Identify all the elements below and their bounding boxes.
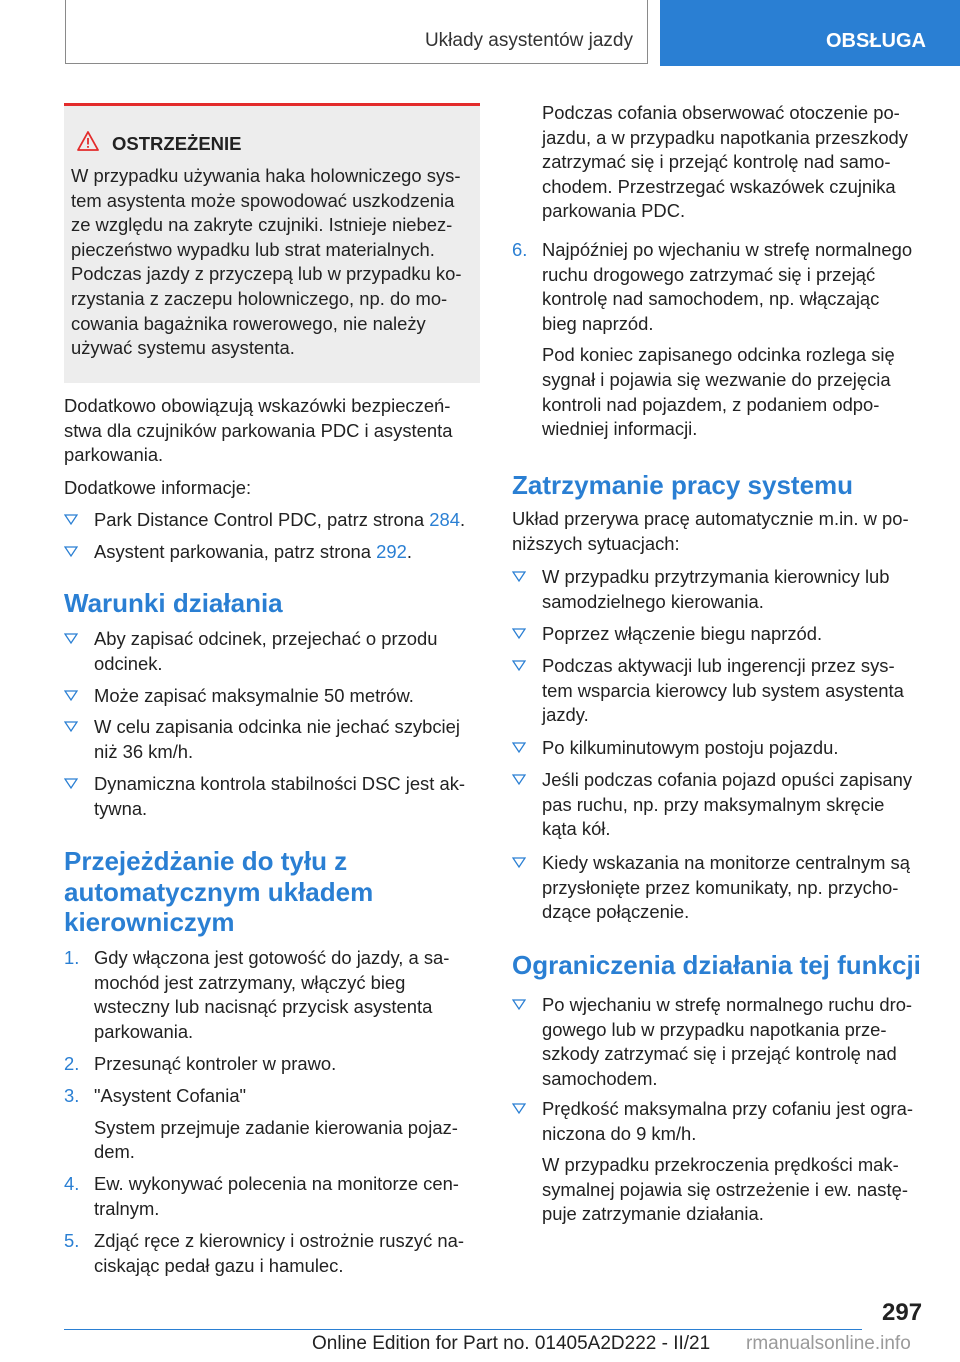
warning-triangle-icon — [77, 131, 99, 151]
item-line: szkody zatrzymać się i przejąć kontrolę nad — [542, 1043, 897, 1065]
item-line: Dynamiczna kontrola stabilności DSC jest ak‐ — [94, 773, 466, 794]
heading-line: Przejeżdżanie do tyłu z — [64, 846, 348, 876]
item-line: Po kilkuminutowym postoju pojazdu. — [542, 737, 839, 758]
triangle-bullet-icon — [64, 719, 78, 733]
item-line: Poprzez włączenie biegu naprzód. — [542, 623, 823, 644]
triangle-bullet-icon — [512, 740, 526, 754]
step-line: Gdy włączona jest gotowość do jazdy, a sa‐ — [94, 947, 450, 968]
item-line: samochodem. — [542, 1067, 658, 1089]
text-line: Układ przerywa pracę automatycznie m.in. w po‐ — [512, 508, 909, 529]
triangle-bullet-icon — [64, 512, 78, 526]
heading-reverse — [64, 846, 373, 938]
item-line: Kiedy wskazania na monitorze centralnym są — [542, 852, 910, 873]
item-line: Aby zapisać odcinek, przejechać o przodu — [94, 628, 438, 649]
ref-tail: . — [459, 509, 466, 530]
step-line: bieg naprzód. — [542, 312, 654, 334]
step-sub-line: dem. — [94, 1141, 135, 1163]
item-line: Może zapisać maksymalnie 50 metrów. — [94, 685, 414, 706]
triangle-bullet-icon — [512, 569, 526, 583]
step-sub-line: kontroli nad pojazdem, z podaniem odpo‐ — [542, 393, 880, 415]
step-number: 3. — [64, 1085, 80, 1106]
item-line: gowego lub w przypadku napotkania prze‐ — [542, 1018, 887, 1040]
reverse-continued — [542, 101, 932, 224]
text-line: chodem. Przestrzegać wskazówek czujnika — [542, 175, 896, 197]
text-line: parkowania PDC. — [542, 200, 686, 222]
warning-line: ze względu na zakryte czujniki. Istnieje niebez‐ — [71, 214, 453, 236]
triangle-bullet-icon — [512, 658, 526, 672]
warning-title: OSTRZEŻENIE — [112, 133, 242, 154]
step-sub-line: wiedniej informacji. — [542, 418, 698, 440]
footer-watermark: rmanualsonline.info — [746, 1333, 911, 1354]
warning-line: cowania bagażnika rowerowego, nie należy — [71, 312, 426, 334]
item-line: przysłonięte przez komunikaty, np. przycho‐ — [542, 876, 899, 898]
warning-line: pieczeństwo wypadku lub strat materialnych. — [71, 238, 435, 260]
step-sub-line: System przejmuje zadanie kierowania pojaz‐ — [94, 1116, 458, 1138]
triangle-bullet-icon — [64, 688, 78, 702]
intro-line: parkowania. — [64, 444, 164, 466]
triangle-bullet-icon — [512, 1101, 526, 1115]
step-line: Ew. wykonywać polecenia na monitorze cen‐ — [94, 1173, 459, 1194]
item-line: niż 36 km/h. — [94, 740, 194, 762]
step-line: Przesunąć kontroler w prawo. — [94, 1053, 337, 1074]
step-line: tralnym. — [94, 1197, 160, 1219]
footer-divider — [64, 1329, 862, 1330]
item-line: Jeśli podczas cofania pojazd opuści zapisany — [542, 769, 913, 790]
step-number: 1. — [64, 947, 80, 968]
item-line: tywna. — [94, 797, 148, 819]
step-number: 5. — [64, 1230, 80, 1251]
footer-edition: Online Edition for Part no. 01405A2D222 - II/21 — [312, 1333, 711, 1354]
warning-line: tem asystenta może spowodować uszkodzenia — [71, 189, 455, 211]
item-line: niczona do 9 km/h. — [542, 1122, 697, 1144]
text-line: zatrzymać się i przejąć kontrolę nad samo‐ — [542, 151, 891, 173]
chapter-tab[interactable] — [660, 0, 960, 66]
item-line: W celu zapisania odcinka nie jechać szybciej — [94, 716, 460, 737]
more-info-label: Dodatkowe informacje: — [64, 477, 252, 498]
item-line: dzące połączenie. — [542, 901, 690, 923]
item-line: odcinek. — [94, 652, 163, 674]
ref-tail: . — [406, 541, 412, 562]
step-sub-line: Pod koniec zapisanego odcinka rozlega się — [542, 344, 895, 366]
page-number: 297 — [882, 1299, 923, 1326]
page-link-292[interactable]: 292 — [376, 541, 407, 562]
item-line: jazdy. — [542, 704, 589, 726]
warning-line: Podczas jazdy z przyczepą lub w przypadku ko‐ — [71, 263, 462, 285]
step-number: 2. — [64, 1053, 80, 1074]
triangle-bullet-icon — [64, 544, 78, 558]
step-line: Zdjąć ręce z kierownicy i ostrożnie ruszyć na‐ — [94, 1230, 464, 1251]
text-line: Podczas cofania obserwować otoczenie po‐ — [542, 102, 900, 123]
triangle-bullet-icon — [64, 776, 78, 790]
warning-text — [71, 164, 475, 361]
step-number: 6. — [512, 239, 528, 260]
item-line: kąta kół. — [542, 818, 611, 840]
item-sub-line: puje zatrzymanie działania. — [542, 1203, 764, 1225]
intro-line: stwa dla czujników parkowania PDC i asystenta — [64, 419, 453, 441]
chapter-title: OBSŁUGA — [826, 30, 926, 52]
step-line: Najpóźniej po wjechaniu w strefę normalnego — [542, 239, 913, 260]
item-line: W przypadku przytrzymania kierownicy lub — [542, 566, 890, 587]
warning-line: rzystania z zaczepu holowniczego, np. do mo‐ — [71, 287, 448, 309]
item-sub-line: W przypadku przekroczenia prędkości mak‐ — [542, 1154, 899, 1176]
item-sub-line: symalnej pojawia się ostrzeżenie i ew. nastę‐ — [542, 1178, 908, 1200]
step-line: mochód jest zatrzymany, włączyć bieg — [94, 971, 406, 993]
triangle-bullet-icon — [512, 772, 526, 786]
intro-paragraph — [64, 394, 452, 468]
step-line: ciskając pedał gazu i hamulec. — [94, 1254, 344, 1276]
warning-line: używać systemu asystenta. — [71, 337, 295, 359]
page-link-284[interactable]: 284 — [429, 509, 460, 530]
step-line: ruchu drogowego zatrzymać się i przejąć — [542, 263, 876, 285]
ref-text: Park Distance Control PDC, patrz strona — [94, 509, 430, 530]
item-line: Podczas aktywacji lub ingerencji przez sys‐ — [542, 655, 895, 676]
item-line: pas ruchu, np. przy maksymalnym skręcie — [542, 793, 885, 815]
item-line: Po wjechaniu w strefę normalnego ruchu dro‐ — [542, 994, 913, 1015]
triangle-bullet-icon — [64, 631, 78, 645]
ref-text: Asystent parkowania, patrz strona — [94, 541, 377, 562]
heading-stop: Zatrzymanie pracy systemu — [512, 470, 854, 500]
item-line: samodzielnego kierowania. — [542, 590, 764, 612]
stop-intro — [512, 507, 932, 556]
step-number: 4. — [64, 1173, 80, 1194]
triangle-bullet-icon — [512, 855, 526, 869]
step-line: wsteczny lub nacisnąć przycisk asystenta — [94, 996, 433, 1018]
item-line: Prędkość maksymalna przy cofaniu jest ogra‐ — [542, 1098, 914, 1119]
heading-line: automatycznym układem — [64, 876, 374, 907]
step-line: "Asystent Cofania" — [94, 1085, 247, 1106]
step-line: kontrolę nad samochodem, np. włączając — [542, 288, 880, 310]
intro-line: Dodatkowo obowiązują wskazówki bezpieczeń‐ — [64, 395, 451, 416]
item-line: tem wsparcia kierowcy lub system asystenta — [542, 679, 904, 701]
section-title: Układy asystentów jazdy — [424, 30, 633, 51]
heading-line: kierowniczym — [64, 907, 235, 937]
triangle-bullet-icon — [512, 626, 526, 640]
warning-box — [64, 103, 480, 383]
triangle-bullet-icon — [512, 997, 526, 1011]
step-sub-line: sygnał i pojawia się wezwanie do przejęcia — [542, 368, 891, 390]
header-section-box — [65, 0, 648, 64]
heading-conditions: Warunki działania — [64, 588, 283, 618]
step-line: parkowania. — [94, 1020, 194, 1042]
text-line: niższych sytuacjach: — [512, 532, 680, 554]
warning-line: W przypadku używania haka holowniczego sys‐ — [71, 165, 461, 186]
heading-limits: Ograniczenia działania tej funkcji — [512, 950, 921, 980]
text-line: jazdu, a w przypadku napotkania przeszkody — [542, 126, 908, 148]
